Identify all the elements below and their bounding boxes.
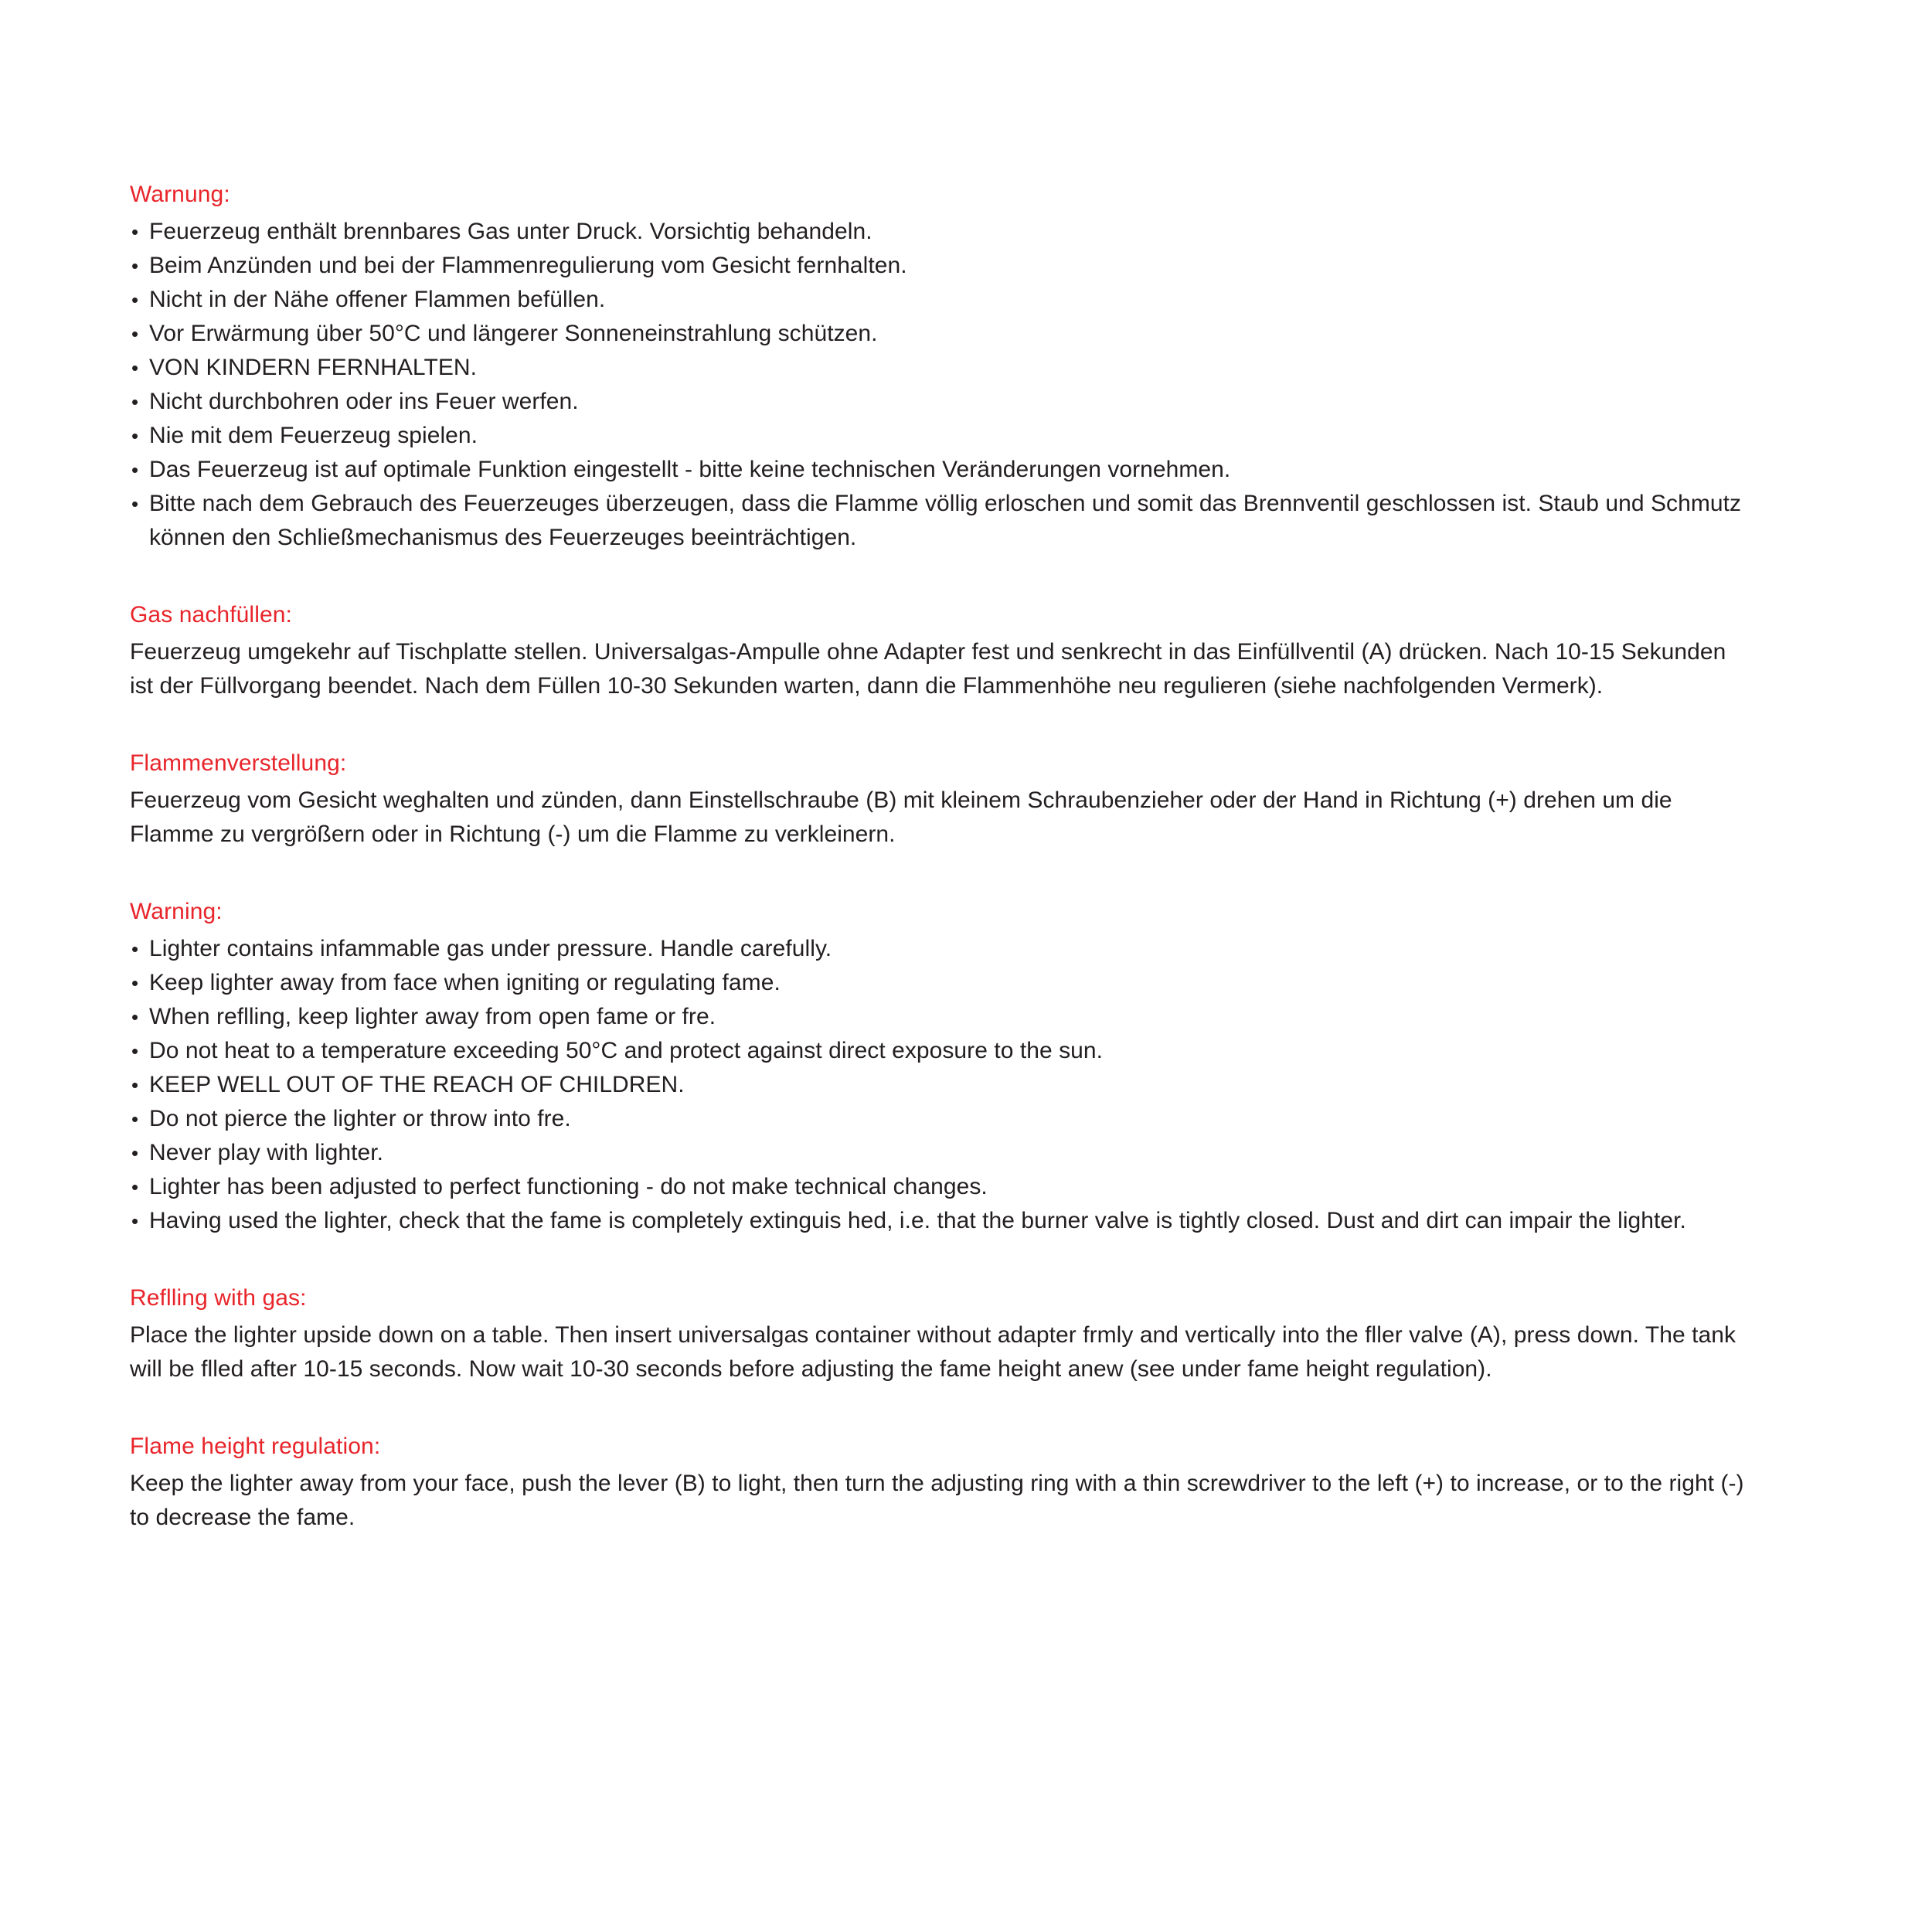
list-item: • Never play with lighter. xyxy=(130,1136,1745,1170)
section-heading: Gas nachfüllen: xyxy=(130,602,292,628)
list-item: • When reflling, keep lighter away from open fame or fre. xyxy=(130,1000,1745,1034)
list-item: • Feuerzeug enthält brennbares Gas unter Druck. Vorsichtig behandeln. xyxy=(130,215,1745,249)
section-warning-en xyxy=(130,895,1745,1238)
list-item: • KEEP WELL OUT OF THE REACH OF CHILDREN. xyxy=(130,1068,1745,1102)
section-paragraph: Place the lighter upside down on a table. Then insert universalgas container without adapter frmly and vertically into the fller valve (A), press down. The tank will be flled after 10-15 seconds. Now wait 10-30 seconds before adjusting the fame height anew (see under fame height regulation). xyxy=(130,1322,1736,1382)
list-item: • Das Feuerzeug ist auf optimale Funktion eingestellt - bitte keine technischen Veränderungen vornehmen. xyxy=(130,453,1745,487)
list-item: • Nie mit dem Feuerzeug spielen. xyxy=(130,419,1745,453)
list-item: • Lighter contains infammable gas under pressure. Handle carefully. xyxy=(130,932,1745,966)
list-item: • Lighter has been adjusted to perfect functioning - do not make technical changes. xyxy=(130,1170,1745,1204)
list-item: • Keep lighter away from face when igniting or regulating fame. xyxy=(130,966,1745,1000)
section-heading: Flammenverstellung: xyxy=(130,750,347,776)
list-item: • Nicht durchbohren oder ins Feuer werfen. xyxy=(130,385,1745,419)
section-heading: Flame height regulation: xyxy=(130,1434,381,1459)
list-item: • Do not heat to a temperature exceeding 50°C and protect against direct exposure to the sun. xyxy=(130,1034,1745,1068)
list-item: • VON KINDERN FERNHALTEN. xyxy=(130,351,1745,385)
section-reflling-with-gas xyxy=(130,1281,1745,1386)
list-item: • Beim Anzünden und bei der Flammenregulierung vom Gesicht fernhalten. xyxy=(130,249,1745,283)
section-heading: Warnung: xyxy=(130,182,230,207)
list-item: • Bitte nach dem Gebrauch des Feuerzeuges überzeugen, dass die Flamme völlig erloschen und somit das Brennventil geschlossen ist. Staub und Schmutz können den Schließmechanismus des Feuerzeuges beeinträchtigen. xyxy=(130,487,1745,555)
list-item: • Nicht in der Nähe offener Flammen befüllen. xyxy=(130,283,1745,317)
section-heading: Warning: xyxy=(130,899,223,924)
section-flammenverstellung xyxy=(130,747,1745,852)
section-paragraph: Feuerzeug vom Gesicht weghalten und zünden, dann Einstellschraube (B) mit kleinem Schraubenzieher oder der Hand in Richtung (+) drehen um die Flamme zu vergrößern oder in Richtung (-) um die Flamme zu verkleinern. xyxy=(130,787,1672,847)
warning-list-de xyxy=(130,215,1745,555)
list-item: • Having used the lighter, check that the fame is completely extinguis hed, i.e. that the burner valve is tightly closed. Dust and dirt can impair the lighter. xyxy=(130,1204,1745,1238)
section-flame-height-regulation xyxy=(130,1430,1745,1535)
list-item: • Do not pierce the lighter or throw into fre. xyxy=(130,1102,1745,1136)
section-warnung-de xyxy=(130,178,1745,555)
list-item: • Vor Erwärmung über 50°C und längerer Sonneneinstrahlung schützen. xyxy=(130,317,1745,351)
section-heading: Reflling with gas: xyxy=(130,1285,307,1311)
section-paragraph: Keep the lighter away from your face, push the lever (B) to light, then turn the adjusting ring with a thin screwdriver to the left (+) to increase, or to the right (-) to decrease the fame. xyxy=(130,1471,1744,1530)
section-gas-nachfuellen xyxy=(130,598,1745,703)
warning-list-en xyxy=(130,932,1745,1238)
section-paragraph: Feuerzeug umgekehr auf Tischplatte stellen. Universalgas-Ampulle ohne Adapter fest und senkrecht in das Einfüllventil (A) drücken. Nach 10-15 Sekunden ist der Füllvorgang beendet. Nach dem Füllen 10-30 Sekunden warten, dann die Flammenhöhe neu regulieren (siehe nachfolgenden Vermerk). xyxy=(130,639,1726,699)
document-body xyxy=(130,178,1745,1535)
